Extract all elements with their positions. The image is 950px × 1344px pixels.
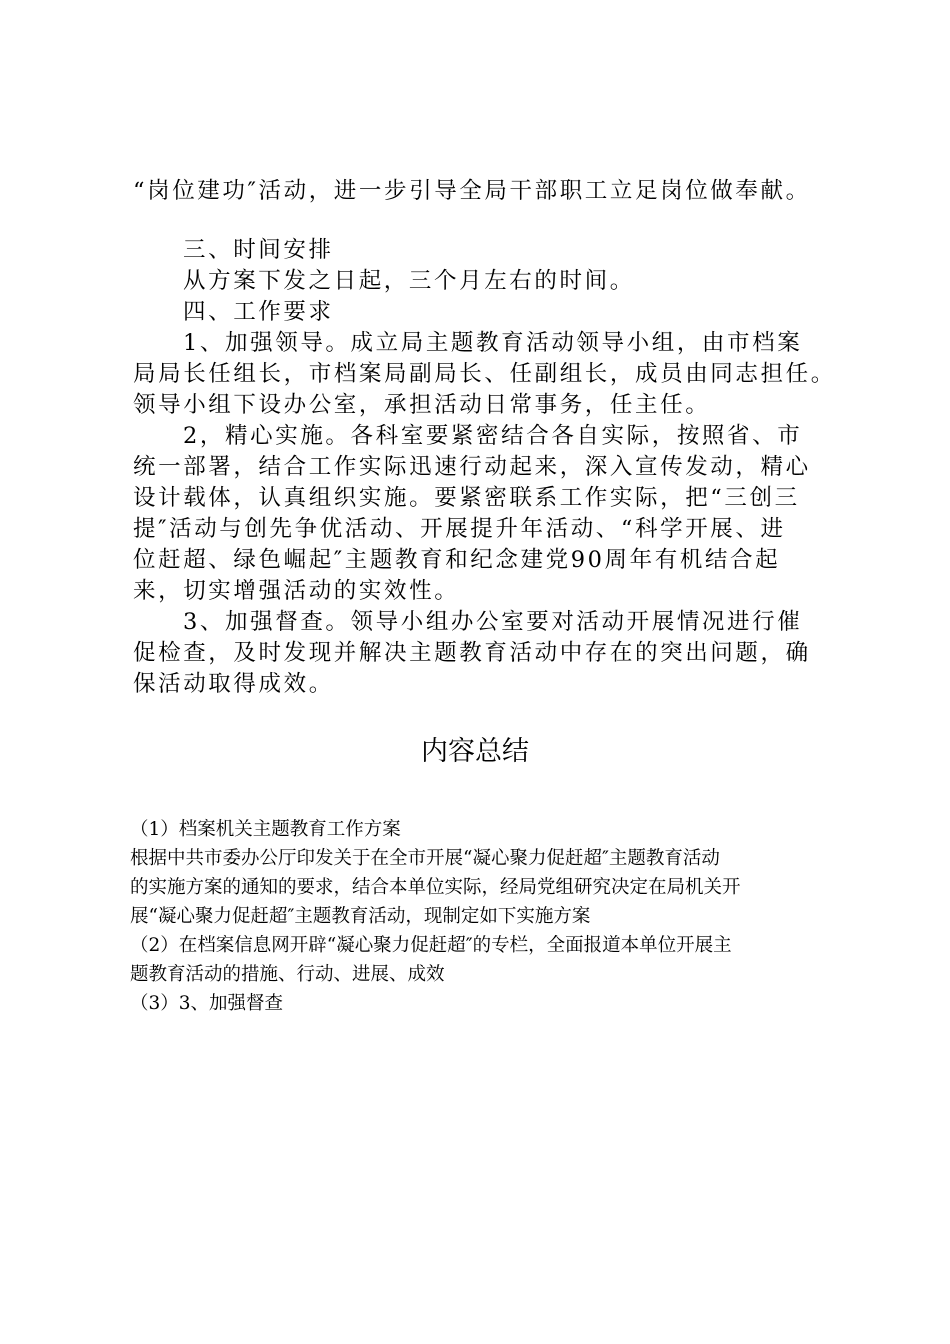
item2-line: 位赶超、绿色崛起″主题教育和纪念建党90周年有机结合起 — [133, 547, 781, 573]
summary-line: 的实施方案的通知的要求，结合本单位实际，经局党组研究决定在局机关开 — [130, 877, 741, 898]
item2-line: 2，精心实施。各科室要紧密结合各自实际，按照省、市 — [183, 423, 803, 449]
summary-line: （2）在档案信息网开辟“凝心聚力促赶超″的专栏，全面报道本单位开展主 — [130, 935, 732, 956]
item2-line: 统一部署，结合工作实际迅速行动起来，深入宣传发动，精心 — [133, 454, 811, 480]
section4-heading: 四、工作要求 — [183, 299, 334, 325]
summary-line: （1）档案机关主题教育工作方案 — [130, 819, 401, 840]
item3-line: 促检查，及时发现并解决主题教育活动中存在的突出问题，确 — [133, 640, 811, 666]
item3-line: 保活动取得成效。 — [133, 671, 334, 697]
continuation-line: “岗位建功″活动，进一步引导全局干部职工立足岗位做奉献。 — [133, 178, 811, 204]
summary-list — [130, 815, 830, 1018]
summary-title: 内容总结 — [421, 736, 529, 767]
item2-line: 设计载体，认真组织实施。要紧密联系工作实际，把“三创三 — [133, 485, 800, 511]
item1-line: 领导小组下设办公室，承担活动日常事务，任主任。 — [133, 392, 711, 418]
item1-line: 1、加强领导。成立局主题教育活动领导小组，由市档案 — [183, 330, 803, 356]
item2-line: 来，切实增强活动的实效性。 — [133, 578, 460, 604]
document-body — [133, 235, 843, 700]
summary-line: 题教育活动的措施、行动、进展、成效 — [130, 964, 445, 985]
item2-line: 提″活动与创先争优活动、开展提升年活动、“科学开展、进 — [133, 516, 786, 542]
summary-line: 根据中共市委办公厅印发关于在全市开展“凝心聚力促赶超″主题教育活动 — [130, 848, 720, 869]
summary-line: 展“凝心聚力促赶超″主题教育活动，现制定如下实施方案 — [130, 906, 591, 927]
item3-line: 3、加强督查。领导小组办公室要对活动开展情况进行催 — [183, 609, 803, 635]
section3-heading: 三、时间安排 — [183, 237, 334, 263]
item1-line: 局局长任组长，市档案局副局长、任副组长，成员由同志担任。 — [133, 361, 836, 387]
summary-line: （3）3、加强督查 — [130, 993, 284, 1014]
section3-text: 从方案下发之日起，三个月左右的时间。 — [183, 268, 635, 294]
document-body-top — [133, 176, 843, 207]
